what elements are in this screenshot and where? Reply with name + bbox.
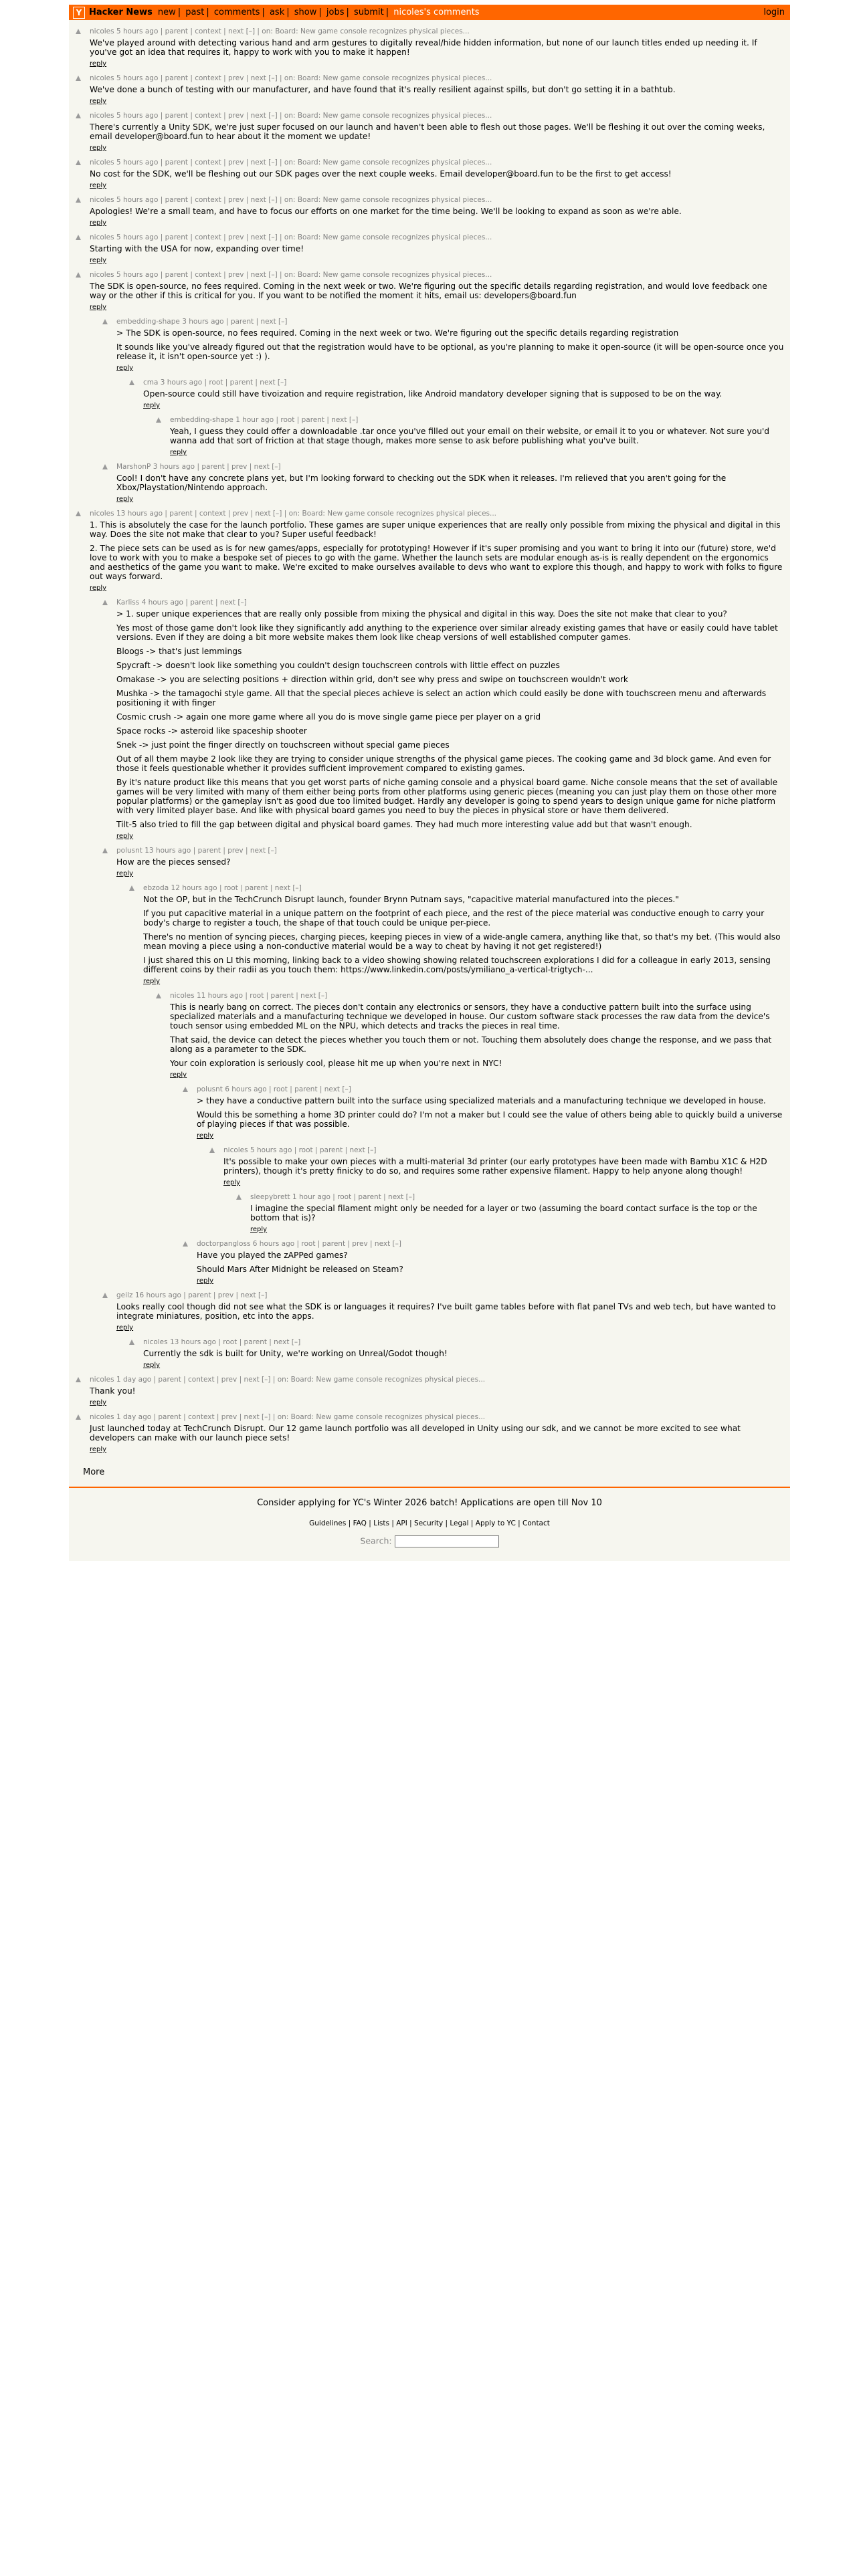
upvote-arrow-icon[interactable]: [76, 1414, 81, 1420]
comment-nav-links[interactable]: | root | parent | next [–]: [294, 1146, 377, 1154]
comment-meta: [76, 158, 790, 168]
comment-user-link[interactable]: nicoles: [223, 1146, 248, 1154]
reply-link[interactable]: reply: [90, 182, 107, 189]
reply-link[interactable]: reply: [197, 1277, 214, 1285]
comment: [236, 1192, 790, 1233]
comment: [183, 1239, 790, 1285]
comment-text: [156, 1002, 790, 1068]
comment-text: [129, 389, 790, 399]
comment-paragraph: Cool! I don't have any concrete plans yet, but I'm looking forward to checking out the SDK when it releases. I'm relieved that you aren't going for the Xbox/Playstation/Nintendo approach.: [116, 473, 727, 492]
comment: [209, 1146, 790, 1186]
comment-user-link[interactable]: doctorpangloss: [197, 1240, 251, 1248]
upvote-arrow-icon[interactable]: [102, 464, 108, 469]
comment-nav-links[interactable]: | parent | context | prev | next [–] | on: Board: New game console recognizes physical pieces...: [160, 112, 492, 120]
comment-age-link[interactable]: 5 hours ago: [250, 1146, 292, 1154]
comment-user-link[interactable]: nicoles: [90, 158, 114, 167]
comment-text: [76, 282, 790, 300]
comment: [156, 415, 790, 456]
comment: [102, 846, 790, 877]
comment-paragraph: Bloogs -> that's just lemmings: [116, 647, 242, 656]
comment-nav-links[interactable]: | root | parent | next [–]: [219, 884, 302, 892]
comment-meta: [76, 111, 790, 121]
upvote-arrow-icon[interactable]: [102, 600, 108, 605]
comment-paragraph: > 1. super unique experiences that are really only possible from mixing the physical and digital in this way. Does the site not make that clear to you?: [116, 609, 727, 619]
nav-submit[interactable]: submit: [354, 7, 384, 17]
nav-ask[interactable]: ask: [269, 7, 285, 17]
comment-nav-links[interactable]: | parent | context | prev | next [–] | on: Board: New game console recognizes physical pieces...: [160, 74, 492, 82]
comment-nav-links[interactable]: | root | parent | next [–]: [332, 1193, 415, 1201]
comment-text: [236, 1204, 790, 1222]
comment-text: [102, 328, 790, 361]
reply-link[interactable]: reply: [90, 1399, 107, 1406]
comment-meta: [129, 378, 790, 388]
comment-meta: [76, 1412, 790, 1422]
nav-new[interactable]: new: [157, 7, 176, 17]
upvote-arrow-icon[interactable]: [76, 272, 81, 278]
comment-paragraph: Yes most of those game don't look like they significantly add anything to the experience over similar already existing games that have or easily could have tablet versions. Even if they are doing a bit more website makes them look like cheap versions of well established computer games.: [116, 623, 778, 642]
comment-age-link[interactable]: 3 hours ago: [160, 379, 203, 387]
upvote-arrow-icon[interactable]: [102, 848, 108, 853]
comment-nav-links[interactable]: | parent | context | prev | next [–] | on: Board: New game console recognizes physical pieces...: [153, 1376, 486, 1384]
reply-link[interactable]: reply: [90, 257, 107, 264]
comment-nav-links[interactable]: | parent | context | prev | next [–] | on: Board: New game console recognizes physical pieces...: [160, 196, 492, 204]
comment-meta: [183, 1085, 790, 1095]
comment-paragraph: Omakase -> you are selecting positions + direction within grid, don't see why press and swipe on touchscreen wouldn't work: [116, 675, 628, 684]
comment-user-link[interactable]: sleepybrett: [250, 1193, 290, 1201]
comment-text: [183, 1096, 790, 1129]
comment-age-link[interactable]: 1 day ago: [116, 1376, 152, 1384]
comment-meta: [102, 462, 790, 472]
comment-paragraph: We've played around with detecting various hand and arm gestures to digitally reveal/hide hidden information, but none of our launch titles ended up needing it. If you've got an idea that requires it, happy to work with you to make it happen!: [90, 38, 757, 57]
comment-text: [76, 1386, 790, 1396]
comment-paragraph: Spycraft -> doesn't look like something you couldn't design touchscreen controls with little effect on puzzles: [116, 661, 560, 670]
comment-user-link[interactable]: nicoles: [90, 112, 114, 120]
comment: [76, 74, 790, 105]
reply-link[interactable]: reply: [116, 870, 134, 877]
reply-link[interactable]: reply: [197, 1132, 214, 1140]
reply-link[interactable]: reply: [90, 98, 107, 105]
comment-meta: [156, 991, 790, 1001]
comment-paragraph: Open-source could still have tivoization and require registration, like Android mandatory developer signing that is supposed to be on the way.: [143, 389, 723, 399]
comment-meta: [236, 1192, 790, 1202]
comment-paragraph: Cosmic crush -> again one more game where all you do is move single game piece per player on a grid: [116, 712, 541, 722]
comment: [76, 233, 790, 264]
comment-text: [102, 609, 790, 829]
reply-link[interactable]: reply: [90, 584, 107, 592]
reply-link[interactable]: reply: [143, 978, 161, 985]
comment-paragraph: Just launched today at TechCrunch Disrupt. Our 12 game launch portfolio was all developed in Unity using our sdk, and we cannot be more excited to see what developers can make with our launch piece sets!: [90, 1424, 741, 1442]
comment-paragraph: I just shared this on LI this morning, linking back to a video showing showing related touchscreen explorations I did for a colleague in early 2013, sensing different coins by their radii as you touch them: https://www.linkedin.com/posts/ymiliano_a-vertical-trigtych-...: [143, 956, 771, 974]
comment-nav-links[interactable]: | parent | context | next [–] | on: Board: New game console recognizes physical pieces...: [160, 27, 470, 35]
comment-age-link[interactable]: 5 hours ago: [116, 196, 159, 204]
comment-user-link[interactable]: geilz: [116, 1291, 133, 1299]
upvote-arrow-icon[interactable]: [76, 197, 81, 203]
comment-meta: [76, 233, 790, 243]
reply-link[interactable]: reply: [143, 402, 161, 409]
comment-paragraph: The SDK is open-source, no fees required. Coming in the next week or two. We're figuring out the specific details regarding registration, and would love feedback one way or the other if this is critical for you. If you want to be notified the moment it hits, email us: developers@board.fun: [90, 282, 767, 300]
search-input[interactable]: [395, 1535, 499, 1547]
footer-link-faq[interactable]: FAQ: [353, 1519, 367, 1527]
comment-text: [76, 38, 790, 57]
comment-user-link[interactable]: nicoles: [90, 74, 114, 82]
comment: [102, 317, 790, 372]
comment-nav-links[interactable]: | parent | context | prev | next [–] | on: Board: New game console recognizes physical pieces...: [160, 233, 492, 241]
comment-paragraph: There's no mention of syncing pieces, charging pieces, keeping pieces in view of a wide-angle camera, anything like that, so that's my bet. (This would also mean moving a piece using a non-conductive material would be a way to cheat by having it not get registered!): [143, 932, 781, 951]
comment-meta: [76, 27, 790, 37]
comment-nav-links[interactable]: | parent | prev | next [–]: [183, 1291, 268, 1299]
footer-link-api[interactable]: API: [396, 1519, 407, 1527]
upvote-arrow-icon[interactable]: [129, 885, 134, 891]
comment: [76, 195, 790, 227]
footer: [69, 1487, 790, 1561]
comment-paragraph: Currently the sdk is built for Unity, we're working on Unreal/Godot though!: [143, 1349, 448, 1358]
comment-meta: [156, 415, 790, 425]
reply-link[interactable]: reply: [170, 449, 187, 456]
footer-link-security[interactable]: Security: [414, 1519, 444, 1527]
comment-paragraph: Space rocks -> asteroid like spaceship shooter: [116, 726, 307, 736]
comment-age-link[interactable]: 12 hours ago: [171, 884, 217, 892]
comment-age-link[interactable]: 11 hours ago: [196, 992, 244, 1000]
comment: [76, 27, 790, 68]
comment-text: [102, 1302, 790, 1321]
comment-meta: [76, 270, 790, 280]
comment: [76, 1375, 790, 1406]
nav-show[interactable]: show: [294, 7, 317, 17]
comment-text: [76, 244, 790, 253]
comment: [156, 991, 790, 1079]
comment-paragraph: Looks really cool though did not see what the SDK is or languages it requires? I've built game tables before with flat panel TVs and web tech, but have wanted to integrate miniatures, position, etc into the apps.: [116, 1302, 776, 1321]
comment-paragraph: It's possible to make your own pieces with a multi-material 3d printer (our early prototypes have been made with Bambu X1C & H2D printers), though it's pretty finicky to do so, and requires some rather expensive filament. Happy to help anyone along though!: [223, 1157, 767, 1176]
comment-meta: [209, 1146, 790, 1156]
comment: [76, 158, 790, 189]
comment: [102, 598, 790, 840]
comment-user-link[interactable]: Karliss: [116, 599, 140, 607]
upvote-arrow-icon[interactable]: [76, 511, 81, 516]
footer-links: Guidelines | FAQ | Lists | API | Security | Legal | Apply to YC | Contact: [309, 1519, 550, 1527]
comment-age-link[interactable]: 6 hours ago: [252, 1240, 295, 1248]
comment: [129, 1337, 790, 1369]
comment-user-link[interactable]: nicoles: [90, 27, 114, 35]
comment-age-link[interactable]: 3 hours ago: [153, 463, 195, 471]
upvote-arrow-icon[interactable]: [76, 160, 81, 165]
comment-meta: [76, 195, 790, 205]
comment-text: [102, 473, 790, 492]
comment-user-link[interactable]: nicoles: [170, 992, 195, 1000]
comment-user-link[interactable]: nicoles: [90, 510, 114, 518]
upvote-arrow-icon[interactable]: [102, 1293, 108, 1298]
comment-text: [76, 207, 790, 216]
upvote-arrow-icon[interactable]: [209, 1148, 215, 1153]
comment-paragraph: > they have a conductive pattern built into the surface using specialized materials and a manufacturing technique we developed in house.: [197, 1096, 766, 1105]
comment-text: [76, 520, 790, 581]
upvote-arrow-icon[interactable]: [129, 1339, 134, 1345]
comment-paragraph: Would this be something a home 3D printer could do? I'm not a maker but I could see the value of others being able to quickly build a universe of playing pieces if that was possible.: [197, 1110, 783, 1129]
site-name-link[interactable]: Hacker News: [89, 7, 153, 17]
comment-paragraph: How are the pieces sensed?: [116, 857, 231, 867]
comment-nav-links[interactable]: | parent | context | prev | next [–] | on: Board: New game console recognizes physical pieces...: [165, 510, 497, 518]
comment-paragraph: Out of all them maybe 2 look like they are trying to consider unique strengths of the physical game pieces. The cooking game and 3d block game. And even for those it feels questionable whether it provides sufficient improvement compared to existing games.: [116, 754, 771, 773]
comment-age-link[interactable]: 4 hours ago: [141, 599, 183, 607]
comment-age-link[interactable]: 5 hours ago: [116, 158, 159, 167]
comment-nav-links[interactable]: | root | parent | next [–]: [276, 416, 359, 424]
upvote-arrow-icon[interactable]: [102, 319, 108, 324]
comment-text: [76, 85, 790, 94]
comment-paragraph: This is nearly bang on correct. The pieces don't contain any electronics or sensors, they have a conductive pattern built into the surface using specialized materials and a manufacturing technique we developed in house. Our custom software stack processes the raw data from the device's touch sensor using embedded ML on the NPU, which detects and tracks the pieces in real time.: [170, 1002, 770, 1031]
comment: [76, 111, 790, 152]
comment-text: [76, 122, 790, 141]
footer-link-guidelines[interactable]: Guidelines: [309, 1519, 347, 1527]
comment-paragraph: Your coin exploration is seriously cool, please hit me up when you're next in NYC!: [170, 1059, 502, 1068]
comment-nav-links[interactable]: | root | parent | next [–]: [245, 992, 328, 1000]
comment-user-link[interactable]: MarshonP: [116, 463, 151, 471]
upvote-arrow-icon[interactable]: [76, 235, 81, 240]
comment-paragraph: Starting with the USA for now, expanding over time!: [90, 244, 304, 253]
top-bar: [69, 5, 790, 20]
upvote-arrow-icon[interactable]: [76, 29, 81, 34]
comment-paragraph: > The SDK is open-source, no fees required. Coming in the next week or two. We're figuring out the specific details regarding registration: [116, 328, 679, 338]
comment-paragraph: I imagine the special filament might only be needed for a layer or two (assuming the board contact surface is the top or the bottom that is)?: [250, 1204, 757, 1222]
footer-link-legal[interactable]: Legal: [450, 1519, 469, 1527]
comment-nav-links[interactable]: | parent | next [–]: [185, 599, 247, 607]
comment-paragraph: No cost for the SDK, we'll be fleshing out our SDK pages over the next couple weeks. Email developer@board.fun to be the first to get access!: [90, 169, 672, 179]
reply-link[interactable]: reply: [90, 219, 107, 227]
reply-link[interactable]: reply: [170, 1071, 187, 1079]
comment-paragraph: There's currently a Unity SDK, we're just super focused on our launch and haven't been able to flesh out those pages. We'll be fleshing it out over the coming weeks, email developer@board.fun to hear about it the moment we update!: [90, 122, 765, 141]
comment-nav-links[interactable]: | parent | context | prev | next [–] | on: Board: New game console recognizes physical pieces...: [160, 158, 492, 167]
reply-link[interactable]: reply: [143, 1362, 161, 1369]
comment-age-link[interactable]: 5 hours ago: [116, 233, 159, 241]
comment-user-link[interactable]: embedding-shape: [116, 318, 180, 326]
comment-text: [76, 169, 790, 179]
comment: [129, 378, 790, 409]
comment-paragraph: It sounds like you've already figured out that the registration would have to be optional, as you're planning to make it open-source (it will be open-source once you release it, it isn't open-source yet :) ).: [116, 342, 784, 361]
comment-age-link[interactable]: 1 hour ago: [235, 416, 274, 424]
comment-user-link[interactable]: nicoles: [143, 1338, 168, 1346]
comment-paragraph: 1. This is absolutely the case for the launch portfolio. These games are super unique experiences that are really only possible from mixing the physical and digital in this way. Does the site not make that clear to you? Super useful feedback!: [90, 520, 781, 539]
comment-user-link[interactable]: nicoles: [90, 233, 114, 241]
comment-nav-links[interactable]: | root | parent | prev | next [–]: [296, 1240, 401, 1248]
reply-link[interactable]: reply: [116, 364, 134, 372]
comment-age-link[interactable]: 1 hour ago: [292, 1193, 330, 1201]
comment-meta: [76, 509, 790, 519]
comment-list: [69, 20, 790, 1465]
nav-past[interactable]: past: [185, 7, 205, 17]
page-container: [69, 5, 790, 1561]
comment-text: [76, 1424, 790, 1442]
comment-text: [102, 857, 790, 867]
comment-user-link[interactable]: ebzoda: [143, 884, 169, 892]
comment: [76, 509, 790, 592]
comment: [102, 1291, 790, 1331]
comment-meta: [102, 598, 790, 608]
comment-text: [183, 1251, 790, 1274]
comment-nav-links[interactable]: | parent | context | prev | next [–] | on: Board: New game console recognizes physical pieces...: [160, 271, 492, 279]
comment: [76, 1412, 790, 1453]
comment-paragraph: Not the OP, but in the TechCrunch Disrupt launch, founder Brynn Putnam says, "capacitive material manufactured into the pieces.": [143, 895, 679, 904]
nav-comments[interactable]: comments: [213, 7, 260, 17]
comment-user-link[interactable]: nicoles: [90, 1413, 114, 1421]
comment-user-link[interactable]: embedding-shape: [170, 416, 233, 424]
reply-link[interactable]: reply: [90, 304, 107, 311]
search-form: [69, 1535, 790, 1547]
upvote-arrow-icon[interactable]: [76, 1377, 81, 1382]
comment-paragraph: By it's nature product like this means that you get worst parts of niche gaming console and a physical board game. Niche console means that the set of available games will be very limited with many of them either being ports from other platforms using generic pieces (meaning you can just play them on those other more popular platforms) or the gameplay isn't as good due too limited budget. Hardly any developer is going to spend years to design unique game for niche platform with very limited player base. And like with physical board games you need to buy the pieces in physical store or have them delivered.: [116, 778, 778, 815]
comment-meta: [102, 317, 790, 327]
comment: [76, 270, 790, 311]
comment-age-link[interactable]: 13 hours ago: [169, 1338, 217, 1346]
comment-paragraph: Snek -> just point the finger directly on touchscreen without special game pieces: [116, 740, 450, 750]
nav-user-comments: nicoles's comments: [393, 7, 480, 17]
upvote-arrow-icon[interactable]: [183, 1241, 188, 1247]
reply-link[interactable]: reply: [90, 60, 107, 68]
comment-age-link[interactable]: 5 hours ago: [116, 74, 159, 82]
nav-links: new | past | comments | ask | show | jobs | submit | nicoles's comments: [157, 7, 480, 17]
upvote-arrow-icon[interactable]: [183, 1087, 188, 1092]
comment-nav-links[interactable]: | root | parent | next [–]: [204, 379, 287, 387]
comment-paragraph: If you put capacitive material in a unique pattern on the footprint of each piece, and the rest of the piece material was conductive enough to carry your body's charge to register a touch, the shape of that touch could be unique per-piece.: [143, 909, 765, 928]
upvote-arrow-icon[interactable]: [156, 417, 161, 423]
comment-paragraph: Mushka -> the tamagochi style game. All that the special pieces achieve is select an action which could easily be done with touchscreen menu and afterwards positioning it with finger: [116, 689, 767, 708]
comment-user-link[interactable]: polusnt: [197, 1085, 223, 1093]
comment: [183, 1085, 790, 1140]
comment-text: [129, 895, 790, 974]
reply-link[interactable]: reply: [223, 1179, 241, 1186]
comment-meta: [129, 1337, 790, 1348]
comment-age-link[interactable]: 6 hours ago: [225, 1085, 267, 1093]
footer-link-apply[interactable]: Apply to YC: [475, 1519, 516, 1527]
comment: [102, 462, 790, 503]
comment-age-link[interactable]: 13 hours ago: [116, 510, 163, 518]
nav-jobs[interactable]: jobs: [326, 7, 345, 17]
comment-nav-links[interactable]: | parent | prev | next [–]: [197, 463, 281, 471]
comment-user-link[interactable]: nicoles: [90, 196, 114, 204]
comment-age-link[interactable]: 16 hours ago: [134, 1291, 181, 1299]
comment-nav-links[interactable]: | parent | next [–]: [225, 318, 288, 326]
search-label: Search:: [360, 1535, 392, 1546]
upvote-arrow-icon[interactable]: [76, 113, 81, 118]
reply-link[interactable]: reply: [250, 1226, 268, 1233]
comment-paragraph: 2. The piece sets can be used as is for new games/apps, especially for prototyping! However if it's super promising and you want to bring it into our (future) store, we'd love to work with you to make a bespoke set of pieces to go with the game. Whether the launch sets are modular enough as-is is really dependent on the ergonomics and aesthetics of the game you want to make. We're excited to make ourselves available to devs who want to explore this though, and happy to work with folks to figure out ways forward.: [90, 544, 783, 581]
comment-meta: [129, 883, 790, 893]
comment-nav-links[interactable]: | root | parent | next [–]: [269, 1085, 351, 1093]
reply-link[interactable]: reply: [116, 833, 134, 840]
footer-link-contact[interactable]: Contact: [522, 1519, 550, 1527]
comment-age-link[interactable]: 5 hours ago: [116, 271, 159, 279]
comment: [129, 883, 790, 985]
upvote-arrow-icon[interactable]: [156, 993, 161, 998]
comment-nav-links[interactable]: | root | parent | next [–]: [218, 1338, 301, 1346]
comment-user-link[interactable]: cma: [143, 379, 159, 387]
comment-text: [209, 1157, 790, 1176]
comment-paragraph: Have you played the zAPPed games?: [197, 1251, 348, 1260]
more-link[interactable]: More: [83, 1467, 105, 1477]
comment-nav-links[interactable]: | parent | prev | next [–]: [193, 847, 277, 855]
comment-age-link[interactable]: 3 hours ago: [182, 318, 224, 326]
reply-link[interactable]: reply: [116, 1324, 134, 1331]
comment-meta: [102, 846, 790, 856]
login-link[interactable]: login: [763, 7, 785, 17]
comment-age-link[interactable]: 5 hours ago: [116, 112, 159, 120]
comment-paragraph: Yeah, I guess they could offer a downloadable .tar once you've filled out your email on their website, or email it to you or whatever. Not sure you'd wanna add that sort of friction at that stage though, makes more sense to ask before publishing what you've built.: [170, 427, 769, 445]
reply-link[interactable]: reply: [90, 144, 107, 152]
comment-meta: [183, 1239, 790, 1249]
comment-paragraph: Should Mars After Midnight be released on Steam?: [197, 1265, 403, 1274]
comment-age-link[interactable]: 5 hours ago: [116, 27, 159, 35]
reply-link[interactable]: reply: [116, 496, 134, 503]
comment-user-link[interactable]: polusnt: [116, 847, 142, 855]
comment-user-link[interactable]: nicoles: [90, 1376, 114, 1384]
comment-paragraph: That said, the device can detect the pieces whether you touch them or not. Touching them absolutely does change the response, and we pass that along as a parameter to the SDK.: [170, 1035, 772, 1054]
comment-paragraph: We've done a bunch of testing with our manufacturer, and have found that it's really resilient against spills, but don't go setting it in a bathtub.: [90, 85, 676, 94]
comment-age-link[interactable]: 13 hours ago: [145, 847, 191, 855]
comment-text: [129, 1349, 790, 1358]
comment-paragraph: Apologies! We're a small team, and have to focus our efforts on one market for the time being. We'll be looking to expand as soon as we're able.: [90, 207, 682, 216]
comment-age-link[interactable]: 1 day ago: [116, 1413, 152, 1421]
y-logo-icon[interactable]: Y: [73, 7, 85, 19]
comment-nav-links[interactable]: | parent | context | prev | next [–] | on: Board: New game console recognizes physical pieces...: [153, 1413, 486, 1421]
upvote-arrow-icon[interactable]: [236, 1194, 242, 1200]
comment-meta: [76, 74, 790, 84]
comment-meta: [102, 1291, 790, 1301]
yc-banner-link[interactable]: Consider applying for YC's Winter 2026 batch! Applications are open till Nov 10: [257, 1498, 602, 1508]
footer-link-lists[interactable]: Lists: [373, 1519, 389, 1527]
comment-user-link[interactable]: nicoles: [90, 271, 114, 279]
comment-paragraph: Tilt-5 also tried to fill the gap between digital and physical board games. They had much more interesting value add but that wasn't enough.: [116, 820, 692, 829]
upvote-arrow-icon[interactable]: [76, 76, 81, 81]
comment-meta: [76, 1375, 790, 1385]
comment-text: [156, 427, 790, 445]
comment-paragraph: Thank you!: [90, 1386, 136, 1396]
upvote-arrow-icon[interactable]: [129, 380, 134, 385]
reply-link[interactable]: reply: [90, 1446, 107, 1453]
